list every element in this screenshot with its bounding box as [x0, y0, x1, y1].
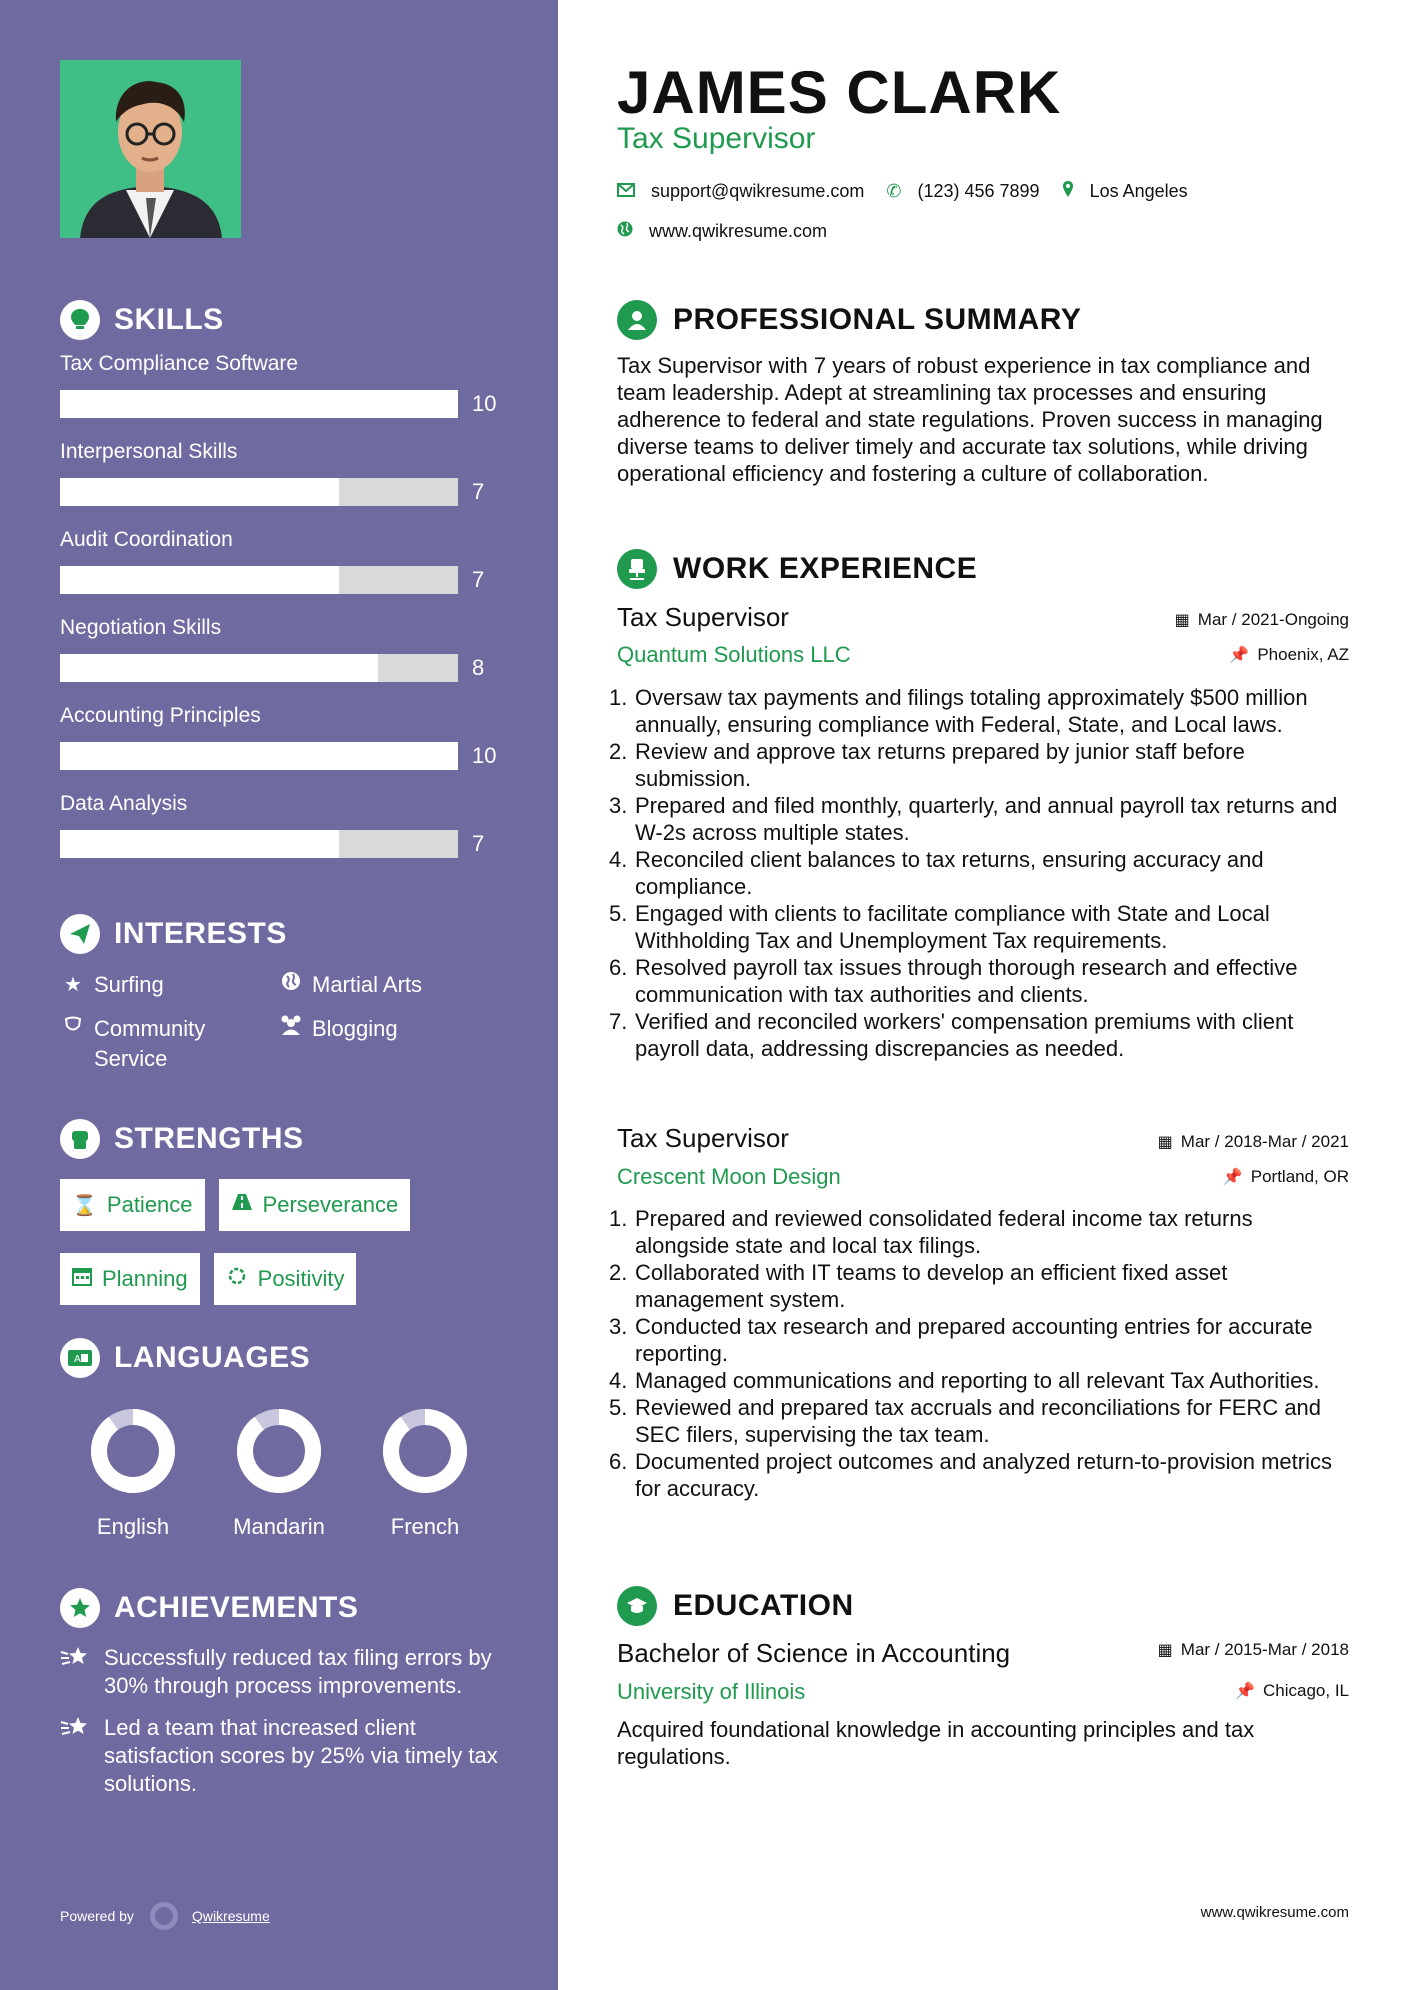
road-icon [231, 1193, 253, 1217]
duty-item: Reconciled client balances to tax returns, ensuring accuracy and compliance. [635, 847, 1264, 899]
strength-label: Positivity [257, 1266, 345, 1291]
achievements-header [60, 1586, 500, 1630]
contact-website[interactable]: www.qwikresume.com [649, 221, 828, 241]
summary-text: Tax Supervisor with 7 years of robust experience in tax compliance and team leadership. Adept at streamlining tax processes and ensuring adherence to federal and state regulations. Proven success in managing diverse teams to deliver timely and accurate tax solutions, while driving operational efficiency and fostering a culture of collaboration. [617, 353, 1323, 486]
duty-item: Review and approve tax returns prepared by junior staff before submission. [635, 739, 1245, 791]
language-ring [88, 1406, 178, 1496]
calendar-icon: ▦ [1157, 1134, 1173, 1151]
calendar-icon: ▦ [1174, 612, 1190, 629]
shooting-star-icon [60, 1644, 94, 1700]
star-badge-icon [60, 1588, 100, 1628]
language-ring-fill [245, 1417, 313, 1485]
skill-item [60, 522, 500, 610]
interest-label: Community Service [94, 1016, 206, 1071]
languages-header [60, 1336, 500, 1380]
powered-by-label: Powered by [60, 1908, 134, 1924]
globe-icon [278, 970, 304, 1000]
interest-label: Martial Arts [312, 972, 423, 997]
star-icon: ★ [64, 974, 82, 996]
contact-phone[interactable]: (123) 456 7899 [917, 181, 1040, 201]
paper-plane-icon [60, 914, 100, 954]
duty-item: Managed communications and reporting to all relevant Tax Authorities. [635, 1368, 1320, 1393]
sun-icon [226, 1265, 248, 1293]
envelope-icon [617, 181, 635, 202]
language-ring [380, 1406, 470, 1496]
calendar-icon: ▦ [1157, 1642, 1173, 1659]
skill-item [60, 346, 500, 434]
summary-title: PROFESSIONAL SUMMARY [673, 303, 1082, 336]
interest-label: Surfing [94, 972, 164, 997]
duty-item: Resolved payroll tax issues through thorough research and effective communication with tax authorities and clients. [635, 955, 1298, 1007]
interest-item [60, 1014, 278, 1074]
language-icon [60, 1338, 100, 1378]
qwikresume-link[interactable]: Qwikresume [191, 1908, 270, 1924]
interest-item [60, 970, 278, 1000]
skill-value: 8 [472, 655, 485, 680]
skill-value: 7 [472, 567, 485, 592]
candidate-role: Tax Supervisor [617, 122, 816, 155]
user-icon [617, 300, 657, 340]
strength-chip [60, 1179, 205, 1231]
profile-photo [60, 60, 241, 238]
job-dates [1158, 1132, 1349, 1152]
office-chair-icon [617, 549, 657, 589]
achievements-section [60, 1586, 500, 1798]
skills-list [60, 346, 500, 874]
duty-item: Oversaw tax payments and filings totaling approximately $500 million annually, ensuring compliance with Federal, State, and Local laws. [635, 685, 1308, 737]
badge-icon [60, 1014, 86, 1044]
job-title: Tax Supervisor [617, 602, 789, 632]
powered-by [60, 1902, 270, 1930]
skill-bar-track [60, 478, 458, 506]
interests-title: INTERESTS [114, 917, 287, 950]
interest-item [278, 970, 496, 1000]
skill-bar-track [60, 654, 458, 682]
skill-bar-fill [60, 566, 339, 594]
languages-section [60, 1336, 500, 1540]
skill-bar-track [60, 390, 458, 418]
skill-item [60, 610, 500, 698]
interest-label: Blogging [312, 1016, 398, 1041]
shooting-star-icon [60, 1714, 94, 1798]
language-name: Mandarin [233, 1514, 325, 1539]
job-dates [1175, 610, 1349, 630]
duty-item: Reviewed and prepared tax accruals and reconciliations for FERC and SEC filers, supervising the tax team. [635, 1395, 1322, 1447]
contact-email[interactable]: support@qwikresume.com [651, 181, 865, 201]
duty-item: Engaged with clients to facilitate compliance with State and Local Withholding Tax and Unemployment Tax requirements. [635, 901, 1270, 953]
pushpin-icon: 📌 [1222, 1169, 1243, 1186]
lightbulb-icon [60, 300, 100, 340]
languages-title: LANGUAGES [114, 1341, 311, 1374]
summary-header [617, 300, 1081, 340]
language-ring-fill [391, 1417, 459, 1485]
achievement-item [60, 1714, 500, 1798]
strength-chip [214, 1253, 357, 1305]
duty-item: Collaborated with IT teams to develop an efficient fixed asset management system. [635, 1260, 1228, 1312]
skill-bar-fill [60, 478, 339, 506]
achievements-list [60, 1644, 500, 1798]
skill-bar-track [60, 830, 458, 858]
strengths-title: STRENGTHS [114, 1122, 304, 1155]
job-dates-text: Mar / 2018-Mar / 2021 [1180, 1132, 1349, 1151]
duty-item: Prepared and filed monthly, quarterly, and annual payroll tax returns and W-2s across multiple states. [635, 793, 1338, 845]
strength-label: Planning [102, 1266, 188, 1291]
education-location [1235, 1681, 1349, 1701]
skill-value: 10 [472, 391, 497, 416]
skill-item [60, 786, 500, 874]
interests-section [60, 912, 500, 1074]
education-degree: Bachelor of Science in Accounting [617, 1638, 1011, 1668]
pushpin-icon: 📌 [1229, 647, 1250, 664]
skill-bar-fill [60, 830, 339, 858]
skill-bar-track [60, 566, 458, 594]
skill-value: 7 [472, 479, 485, 504]
skill-value: 7 [472, 831, 485, 856]
pushpin-icon: 📌 [1235, 1683, 1255, 1700]
contact-row [617, 180, 1188, 203]
job-location-text: Phoenix, AZ [1257, 645, 1349, 664]
education-location-text: Chicago, IL [1263, 1681, 1349, 1700]
calendar-icon [72, 1266, 92, 1292]
education-dates-text: Mar / 2015-Mar / 2018 [1180, 1640, 1349, 1659]
language-item [352, 1406, 498, 1540]
experience-title: WORK EXPERIENCE [673, 552, 978, 585]
achievement-item [60, 1644, 500, 1700]
hourglass-icon: ⌛ [72, 1194, 97, 1217]
interests-header [60, 912, 500, 956]
job-duties [617, 1205, 1349, 1502]
skill-name: Tax Compliance Software [60, 352, 299, 375]
achievements-title: ACHIEVEMENTS [114, 1591, 359, 1624]
job-title: Tax Supervisor [617, 1123, 789, 1153]
experience-header [617, 549, 977, 589]
job-duties [617, 684, 1349, 1062]
skills-section [60, 298, 500, 874]
avatar-illustration [60, 60, 241, 238]
language-item [60, 1406, 206, 1540]
strengths-list [60, 1179, 480, 1305]
job-company: Crescent Moon Design [617, 1164, 841, 1189]
education-header [617, 1586, 854, 1626]
strengths-header [60, 1117, 500, 1161]
candidate-name: JAMES CLARK [617, 59, 1062, 126]
skill-name: Accounting Principles [60, 704, 261, 727]
language-item [206, 1406, 352, 1540]
sidebar [0, 0, 558, 1990]
duty-item: Prepared and reviewed consolidated federal income tax returns alongside state and local tax filings. [635, 1206, 1253, 1258]
achievement-text: Led a team that increased client satisfaction scores by 25% via timely tax solutions. [104, 1715, 498, 1796]
svg-text:A: A [74, 1354, 81, 1365]
skills-header [60, 298, 500, 342]
skill-value: 10 [472, 743, 497, 768]
languages-list [60, 1406, 500, 1540]
job-location-text: Portland, OR [1250, 1167, 1349, 1186]
footer-url[interactable]: www.qwikresume.com [1200, 1904, 1349, 1921]
qwikresume-logo-icon [150, 1902, 178, 1930]
graduation-icon [617, 1586, 657, 1626]
skill-bar-track [60, 742, 458, 770]
language-name: French [390, 1514, 460, 1539]
phone-icon: ✆ [886, 181, 902, 201]
contact-location: Los Angeles [1089, 181, 1188, 201]
map-pin-icon [1062, 180, 1074, 203]
job-location [1223, 1167, 1349, 1187]
contact-row-website [617, 221, 827, 242]
education-school: University of Illinois [617, 1679, 806, 1704]
skill-item [60, 434, 500, 522]
strengths-section [60, 1117, 500, 1305]
skill-bar-fill [60, 742, 458, 770]
language-ring [234, 1406, 324, 1496]
duty-item: Verified and reconciled workers' compensation premiums with client payroll data, addressing discrepancies as needed. [635, 1009, 1294, 1061]
job-dates-text: Mar / 2021-Ongoing [1197, 610, 1349, 629]
skills-title: SKILLS [114, 303, 224, 336]
duty-item: Conducted tax research and prepared accounting entries for accurate reporting. [635, 1314, 1313, 1366]
achievement-text: Successfully reduced tax filing errors by 30% through process improvements. [104, 1645, 492, 1698]
skill-bar-fill [60, 390, 458, 418]
education-dates [1158, 1640, 1349, 1660]
education-text: Acquired foundational knowledge in accounting principles and tax regulations. [617, 1717, 1255, 1769]
skill-name: Negotiation Skills [60, 616, 222, 639]
interests-list [60, 970, 500, 1074]
skill-name: Data Analysis [60, 792, 188, 815]
strength-label: Patience [106, 1192, 193, 1217]
language-name: English [96, 1514, 170, 1539]
users-icon [278, 1014, 304, 1045]
skill-name: Audit Coordination [60, 528, 233, 551]
language-ring-fill [99, 1417, 167, 1485]
fist-icon [60, 1119, 100, 1159]
strength-chip [60, 1253, 200, 1305]
globe-icon [617, 221, 633, 242]
duty-item: Documented project outcomes and analyzed return-to-provision metrics for accuracy. [635, 1449, 1332, 1501]
skill-item [60, 698, 500, 786]
skill-name: Interpersonal Skills [60, 440, 238, 463]
job-company: Quantum Solutions LLC [617, 642, 851, 667]
strength-label: Perseverance [262, 1192, 399, 1217]
skill-bar-fill [60, 654, 378, 682]
education-title: EDUCATION [673, 1589, 854, 1622]
job-location [1229, 645, 1349, 665]
interest-item [278, 1014, 496, 1074]
strength-chip [219, 1179, 411, 1231]
